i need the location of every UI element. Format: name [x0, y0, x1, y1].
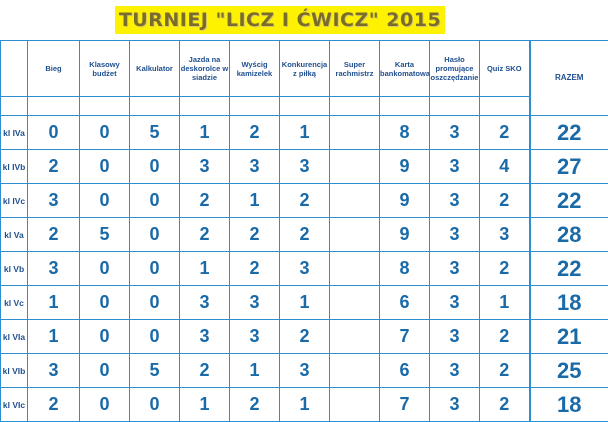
score-cell: 1 — [180, 116, 230, 150]
corner-cell — [1, 41, 28, 97]
blank-cell — [130, 97, 180, 116]
table-row — [1, 218, 608, 252]
score-cell: 2 — [480, 116, 530, 150]
score-cell: 2 — [480, 354, 530, 388]
total-cell: 27 — [530, 150, 608, 184]
row-label: kl IVa — [1, 116, 28, 150]
score-cell: 3 — [430, 286, 480, 320]
score-cell: 3 — [28, 184, 80, 218]
score-cell: 5 — [80, 218, 130, 252]
col-header: Karta bankomatowa — [380, 41, 430, 97]
score-cell: 0 — [130, 286, 180, 320]
table-row — [1, 184, 608, 218]
score-cell: 3 — [430, 150, 480, 184]
score-cell: 9 — [380, 184, 430, 218]
total-header: RAZEM — [530, 41, 608, 116]
col-header: Konkurencja z piłką — [280, 41, 330, 97]
score-cell: 3 — [180, 320, 230, 354]
blank-cell — [380, 97, 430, 116]
score-cell: 3 — [280, 150, 330, 184]
score-cell: 1 — [28, 286, 80, 320]
score-cell: 0 — [80, 354, 130, 388]
blank-cell — [480, 97, 530, 116]
total-cell: 18 — [530, 388, 608, 422]
total-cell: 22 — [530, 116, 608, 150]
row-label: kl VIb — [1, 354, 28, 388]
score-cell: 3 — [430, 116, 480, 150]
total-cell: 25 — [530, 354, 608, 388]
col-header: Quiz SKO — [480, 41, 530, 97]
row-label: kl VIc — [1, 388, 28, 422]
score-cell: 0 — [130, 218, 180, 252]
total-cell: 18 — [530, 286, 608, 320]
blank-cell — [28, 97, 80, 116]
score-cell — [330, 286, 380, 320]
score-cell: 3 — [28, 354, 80, 388]
score-cell: 7 — [380, 388, 430, 422]
score-cell: 3 — [430, 252, 480, 286]
score-cell: 2 — [480, 388, 530, 422]
row-label: kl IVb — [1, 150, 28, 184]
score-cell: 3 — [430, 320, 480, 354]
score-cell — [330, 354, 380, 388]
row-label: kl Va — [1, 218, 28, 252]
score-cell: 3 — [430, 354, 480, 388]
score-cell: 2 — [280, 320, 330, 354]
score-cell: 0 — [80, 388, 130, 422]
title-bar — [0, 0, 608, 40]
score-cell — [330, 320, 380, 354]
score-cell: 7 — [380, 320, 430, 354]
score-cell: 3 — [280, 354, 330, 388]
score-cell: 0 — [130, 252, 180, 286]
score-cell: 1 — [230, 354, 280, 388]
score-cell: 2 — [28, 150, 80, 184]
score-cell: 2 — [480, 252, 530, 286]
score-cell: 3 — [480, 218, 530, 252]
score-cell: 3 — [180, 150, 230, 184]
score-cell: 0 — [130, 320, 180, 354]
score-cell: 0 — [130, 184, 180, 218]
score-cell: 2 — [280, 218, 330, 252]
blank-cell — [430, 97, 480, 116]
score-cell: 1 — [180, 388, 230, 422]
score-cell: 0 — [80, 150, 130, 184]
score-cell: 0 — [80, 286, 130, 320]
score-cell — [330, 184, 380, 218]
score-cell: 3 — [28, 252, 80, 286]
score-cell: 2 — [180, 184, 230, 218]
col-header: Klasowy budżet — [80, 41, 130, 97]
total-cell: 21 — [530, 320, 608, 354]
col-header: Jazda na deskorolce w siadzie — [180, 41, 230, 97]
score-cell: 5 — [130, 116, 180, 150]
score-cell: 2 — [180, 218, 230, 252]
score-cell: 0 — [28, 116, 80, 150]
col-header: Hasło promujące oszczędzanie — [430, 41, 480, 97]
score-cell: 6 — [380, 286, 430, 320]
row-label: kl Vb — [1, 252, 28, 286]
score-cell: 1 — [230, 184, 280, 218]
score-cell: 1 — [280, 388, 330, 422]
table-row — [1, 354, 608, 388]
blank-cell — [180, 97, 230, 116]
col-header: Wyścig kamizelek — [230, 41, 280, 97]
table-row — [1, 116, 608, 150]
score-cell: 2 — [230, 116, 280, 150]
score-cell: 3 — [430, 388, 480, 422]
score-cell: 2 — [280, 184, 330, 218]
row-label: kl VIa — [1, 320, 28, 354]
score-cell — [330, 116, 380, 150]
header-subrow — [1, 97, 608, 116]
score-cell — [330, 388, 380, 422]
table-row — [1, 388, 608, 422]
score-cell: 1 — [180, 252, 230, 286]
score-cell: 2 — [230, 252, 280, 286]
total-cell: 28 — [530, 218, 608, 252]
score-cell: 8 — [380, 116, 430, 150]
score-cell: 2 — [28, 388, 80, 422]
score-cell — [330, 150, 380, 184]
total-cell: 22 — [530, 252, 608, 286]
blank-cell — [330, 97, 380, 116]
score-cell: 8 — [380, 252, 430, 286]
blank-cell — [1, 97, 28, 116]
score-cell: 3 — [180, 286, 230, 320]
score-cell: 3 — [280, 252, 330, 286]
score-cell: 3 — [230, 150, 280, 184]
row-label: kl Vc — [1, 286, 28, 320]
table-row — [1, 320, 608, 354]
score-cell: 0 — [80, 184, 130, 218]
score-cell: 1 — [280, 286, 330, 320]
score-cell — [330, 218, 380, 252]
title-banner — [115, 6, 445, 34]
blank-cell — [80, 97, 130, 116]
score-cell: 2 — [480, 320, 530, 354]
score-cell: 0 — [80, 252, 130, 286]
table-row — [1, 150, 608, 184]
score-cell — [330, 252, 380, 286]
score-cell: 9 — [380, 150, 430, 184]
score-cell: 2 — [180, 354, 230, 388]
blank-cell — [280, 97, 330, 116]
score-cell: 0 — [80, 116, 130, 150]
col-header: Kalkulator — [130, 41, 180, 97]
score-cell: 2 — [480, 184, 530, 218]
score-cell: 0 — [130, 388, 180, 422]
page-title: TURNIEJ "LICZ I ĆWICZ" 2015 — [119, 9, 441, 31]
score-cell: 3 — [430, 184, 480, 218]
score-cell: 6 — [380, 354, 430, 388]
score-cell: 0 — [80, 320, 130, 354]
score-cell: 3 — [230, 320, 280, 354]
score-cell: 5 — [130, 354, 180, 388]
score-cell: 2 — [230, 388, 280, 422]
col-header: Super rachmistrz — [330, 41, 380, 97]
score-cell: 9 — [380, 218, 430, 252]
score-cell: 2 — [230, 218, 280, 252]
table-row — [1, 252, 608, 286]
score-cell: 1 — [280, 116, 330, 150]
table-row — [1, 286, 608, 320]
score-table — [0, 40, 608, 422]
total-cell: 22 — [530, 184, 608, 218]
score-cell: 4 — [480, 150, 530, 184]
blank-cell — [230, 97, 280, 116]
score-cell: 3 — [230, 286, 280, 320]
score-cell: 3 — [430, 218, 480, 252]
header-row — [1, 41, 608, 97]
score-cell: 1 — [480, 286, 530, 320]
score-cell: 0 — [130, 150, 180, 184]
score-cell: 2 — [28, 218, 80, 252]
score-cell: 1 — [28, 320, 80, 354]
row-label: kl IVc — [1, 184, 28, 218]
col-header: Bieg — [28, 41, 80, 97]
